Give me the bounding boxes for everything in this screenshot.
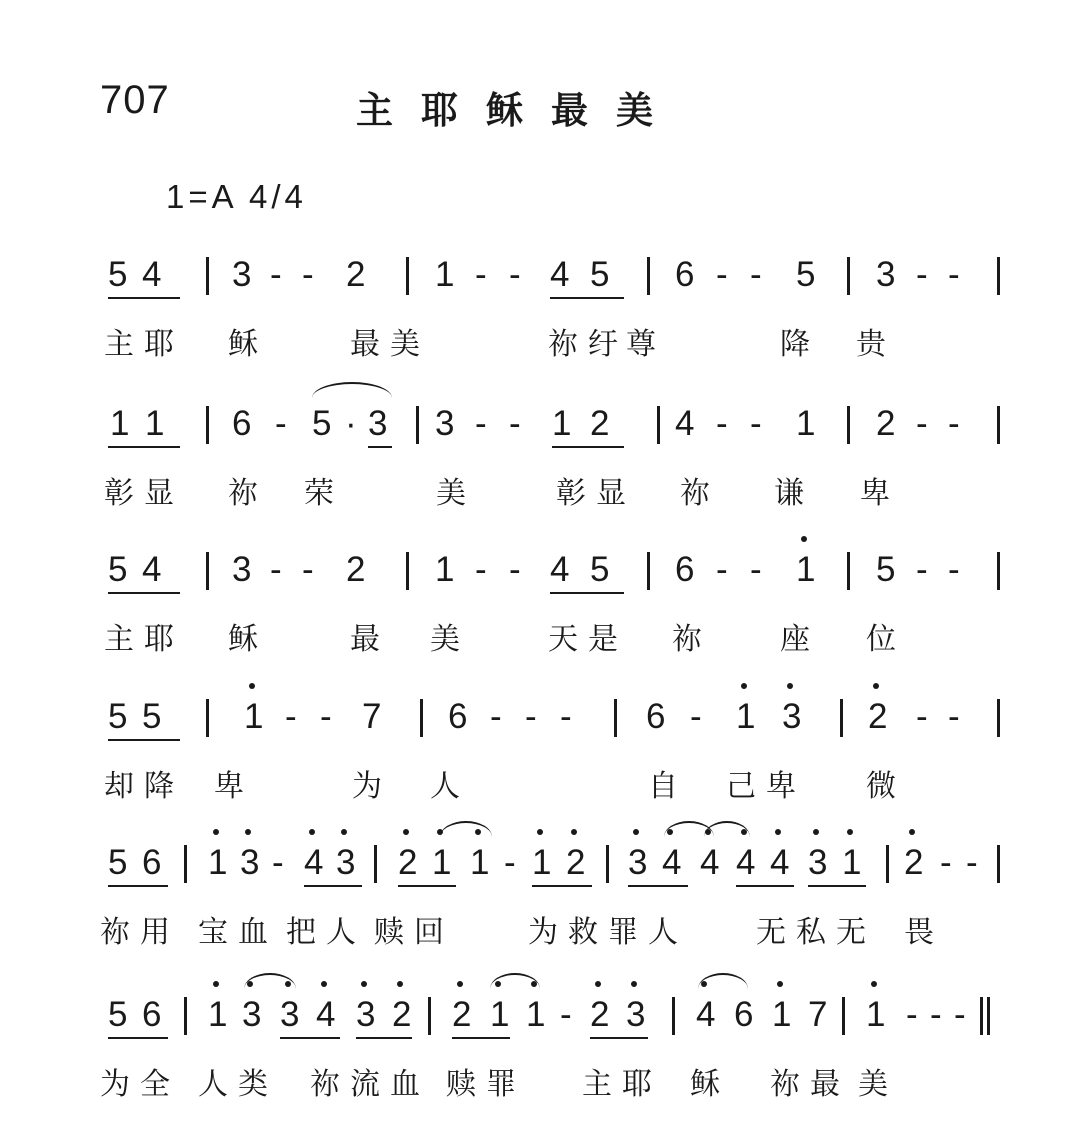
underline-eighth <box>108 885 168 887</box>
note: 3 <box>628 843 648 882</box>
note: 1 <box>532 843 552 882</box>
underline-eighth <box>628 885 688 887</box>
note: 5 <box>312 404 332 443</box>
dash-hold: - <box>916 697 928 736</box>
note: 1 <box>145 404 165 443</box>
barline <box>672 997 675 1035</box>
note: 4 <box>304 843 324 882</box>
underline-eighth <box>452 1037 510 1039</box>
lyric-word: 祢纡 <box>548 327 628 362</box>
note: 3 <box>240 843 260 882</box>
note: 5 <box>142 697 162 736</box>
note: 1 <box>435 255 455 294</box>
dash-hold: - <box>509 404 521 443</box>
octave-dot <box>871 981 877 987</box>
lyric-word: 宝血 <box>198 915 278 950</box>
dash-hold: - <box>475 404 487 443</box>
barline <box>428 997 431 1035</box>
note: 3 <box>435 404 455 443</box>
underline-eighth <box>590 1037 648 1039</box>
underline-eighth <box>532 885 592 887</box>
dash-hold: - <box>560 995 572 1034</box>
note: 2 <box>346 255 366 294</box>
underline-eighth <box>368 446 392 448</box>
barline <box>184 845 187 883</box>
barline <box>997 406 1000 444</box>
dash-hold: - <box>716 404 728 443</box>
underline-eighth <box>552 446 624 448</box>
barline <box>206 699 209 737</box>
note: 6 <box>734 995 754 1034</box>
lyric-word: 谦 <box>774 476 814 511</box>
dash-hold: - <box>916 255 928 294</box>
octave-dot <box>595 981 601 987</box>
barline <box>406 552 409 590</box>
note: 2 <box>392 995 412 1034</box>
note: 2 <box>868 697 888 736</box>
dash-hold: - <box>285 697 297 736</box>
lyric-word: 彰显 <box>556 476 636 511</box>
lyric-word: 罪人 <box>608 915 688 950</box>
octave-dot <box>873 683 879 689</box>
note: 1 <box>208 843 228 882</box>
note: 4 <box>316 995 336 1034</box>
barline <box>997 699 1000 737</box>
dash-hold: - <box>940 843 952 882</box>
note: 7 <box>362 697 382 736</box>
lyrics-row <box>0 913 1068 957</box>
lyric-word: 畏 <box>904 915 944 950</box>
dash-hold: - <box>475 255 487 294</box>
note: 2 <box>590 995 610 1034</box>
note: 4 <box>550 550 570 589</box>
hymn-title: 主耶稣最美 <box>356 89 681 132</box>
lyric-word: 己卑 <box>726 769 806 804</box>
note: 1 <box>432 843 452 882</box>
barline <box>420 699 423 737</box>
octave-dot <box>537 829 543 835</box>
score-line-2 <box>0 404 1068 544</box>
barline <box>206 552 209 590</box>
lyric-word: 天是 <box>548 622 628 657</box>
underline-eighth <box>108 592 180 594</box>
note: 1 <box>552 404 572 443</box>
note: 4 <box>696 995 716 1034</box>
lyric-word: 美 <box>436 476 476 511</box>
octave-dot <box>631 981 637 987</box>
octave-dot <box>249 683 255 689</box>
barline <box>606 845 609 883</box>
dash-hold: - <box>490 697 502 736</box>
final-barline <box>980 997 990 1035</box>
note: 1 <box>772 995 792 1034</box>
lyric-word: 却降 <box>104 769 184 804</box>
octave-dot <box>801 536 807 542</box>
lyric-word: 祢流血 <box>310 1067 430 1102</box>
lyric-word: 赎罪 <box>446 1067 526 1102</box>
barline <box>206 406 209 444</box>
octave-dot <box>741 683 747 689</box>
note: 3 <box>356 995 376 1034</box>
octave-dot <box>213 829 219 835</box>
dash-hold: - <box>504 843 516 882</box>
note: 4 <box>662 843 682 882</box>
underline-eighth <box>550 592 624 594</box>
note: 7 <box>808 995 828 1034</box>
dash-hold: - <box>272 843 284 882</box>
lyric-word: 座 <box>780 622 820 657</box>
lyric-word: 稣 <box>228 327 268 362</box>
dash-hold: - <box>270 550 282 589</box>
dash-hold: - <box>275 404 287 443</box>
barline <box>847 257 850 295</box>
dash-hold: - <box>560 697 572 736</box>
lyric-word: 最 <box>350 622 390 657</box>
lyric-word: 稣 <box>228 622 268 657</box>
dash-hold: - <box>716 550 728 589</box>
lyric-word: 无私无 <box>756 915 876 950</box>
lyric-word: 主耶 <box>582 1067 662 1102</box>
dash-hold: - <box>966 843 978 882</box>
note: 2 <box>876 404 896 443</box>
octave-dot <box>777 981 783 987</box>
barline <box>657 406 660 444</box>
dash-hold: - <box>948 697 960 736</box>
note: 1 <box>470 843 490 882</box>
lyric-word: 赎回 <box>374 915 454 950</box>
lyric-word: 为全 <box>100 1067 180 1102</box>
note: 4 <box>700 843 720 882</box>
lyrics-row <box>0 767 1068 811</box>
underline-eighth <box>108 446 180 448</box>
octave-dot <box>633 829 639 835</box>
note: 3 <box>368 404 388 443</box>
lyric-word: 主耶 <box>104 327 184 362</box>
note: 3 <box>232 255 252 294</box>
barline <box>206 257 209 295</box>
underline-eighth <box>808 885 866 887</box>
underline-eighth <box>108 1037 168 1039</box>
note: 6 <box>232 404 252 443</box>
note: 1 <box>796 404 816 443</box>
dash-hold: - <box>320 697 332 736</box>
lyric-word: 自 <box>648 769 688 804</box>
note: 1 <box>435 550 455 589</box>
dash-hold: - <box>906 995 918 1034</box>
octave-dot <box>775 829 781 835</box>
note: 1 <box>490 995 510 1034</box>
underline-eighth <box>304 885 362 887</box>
score-line-4 <box>0 697 1068 837</box>
key-time-signature: 1=A 4/4 <box>166 178 307 215</box>
note: 4 <box>142 255 162 294</box>
dash-hold: - <box>475 550 487 589</box>
barline <box>614 699 617 737</box>
note: 5 <box>108 995 128 1034</box>
lyrics-row <box>0 620 1068 664</box>
barline <box>886 845 889 883</box>
note: 1 <box>110 404 130 443</box>
note: 6 <box>675 550 695 589</box>
note: 6 <box>142 843 162 882</box>
hymn-header <box>0 0 1068 140</box>
octave-dot <box>321 981 327 987</box>
dash-hold: - <box>525 697 537 736</box>
underline-eighth <box>108 297 180 299</box>
note: 1 <box>244 697 264 736</box>
lyrics-row <box>0 1065 1068 1109</box>
dash-hold: - <box>750 550 762 589</box>
underline-eighth <box>550 297 624 299</box>
dash-hold: - <box>948 550 960 589</box>
note: 4 <box>142 550 162 589</box>
lyric-word: 为 <box>352 769 392 804</box>
octave-dot <box>787 683 793 689</box>
lyric-word: 贵 <box>856 327 896 362</box>
barline <box>840 699 843 737</box>
lyric-word: 祢最 <box>770 1067 850 1102</box>
underline-eighth <box>108 739 180 741</box>
lyric-word: 稣 <box>690 1067 730 1102</box>
note: 5 <box>796 255 816 294</box>
barline <box>847 552 850 590</box>
octave-dot <box>213 981 219 987</box>
dash-hold: - <box>750 404 762 443</box>
note: 4 <box>675 404 695 443</box>
note: 3 <box>808 843 828 882</box>
note: 4 <box>736 843 756 882</box>
underline-eighth <box>736 885 794 887</box>
note: 3 <box>280 995 300 1034</box>
underline-eighth <box>356 1037 412 1039</box>
lyric-word: 为救 <box>528 915 608 950</box>
barline <box>997 257 1000 295</box>
score-line-1 <box>0 255 1068 395</box>
note: 2 <box>398 843 418 882</box>
lyric-word: 祢 <box>672 622 712 657</box>
octave-dot <box>403 829 409 835</box>
note: 5 <box>108 697 128 736</box>
octave-dot <box>397 981 403 987</box>
dash-hold: - <box>930 995 942 1034</box>
underline-eighth <box>398 885 456 887</box>
lyric-word: 人 <box>430 769 470 804</box>
dash-hold: - <box>270 255 282 294</box>
note: 4 <box>770 843 790 882</box>
octave-dot <box>847 829 853 835</box>
barline <box>847 406 850 444</box>
note: 1 <box>208 995 228 1034</box>
score-line-6 <box>0 995 1068 1135</box>
lyric-word: 祢用 <box>100 915 180 950</box>
dash-hold: - <box>716 255 728 294</box>
dash-hold: - <box>509 255 521 294</box>
octave-dot <box>245 829 251 835</box>
note: 3 <box>626 995 646 1034</box>
note: 4 <box>550 255 570 294</box>
octave-dot <box>909 829 915 835</box>
lyric-word: 把人 <box>286 915 366 950</box>
note: 2 <box>452 995 472 1034</box>
dash-hold: - <box>750 255 762 294</box>
barline <box>374 845 377 883</box>
lyric-word: 微 <box>866 769 906 804</box>
lyric-word: 卑 <box>214 769 254 804</box>
dash-hold: - <box>948 404 960 443</box>
dash-hold: - <box>302 255 314 294</box>
score-line-3 <box>0 550 1068 690</box>
hymn-number: 707 <box>100 78 170 122</box>
note: 3 <box>242 995 262 1034</box>
barline <box>842 997 845 1035</box>
lyric-word: 彰显 <box>104 476 184 511</box>
barline <box>997 845 1000 883</box>
dash-hold: - <box>509 550 521 589</box>
octave-dot <box>813 829 819 835</box>
note: 2 <box>566 843 586 882</box>
note: 5 <box>876 550 896 589</box>
lyric-word: 位 <box>866 622 906 657</box>
note: 2 <box>590 404 610 443</box>
dash-hold: - <box>916 404 928 443</box>
note: 1 <box>842 843 862 882</box>
lyric-word: 降 <box>780 327 820 362</box>
note: 1 <box>866 995 886 1034</box>
barline <box>647 257 650 295</box>
underline-eighth <box>280 1037 340 1039</box>
dot-rhythm: · <box>345 404 357 443</box>
barline <box>406 257 409 295</box>
octave-dot <box>457 981 463 987</box>
note: 5 <box>108 550 128 589</box>
note: 5 <box>590 255 610 294</box>
note: 3 <box>336 843 356 882</box>
note: 1 <box>526 995 546 1034</box>
dash-hold: - <box>948 255 960 294</box>
note: 5 <box>108 255 128 294</box>
lyric-word: 最美 <box>350 327 430 362</box>
note: 5 <box>590 550 610 589</box>
lyric-word: 祢 <box>680 476 720 511</box>
score-line-5 <box>0 843 1068 983</box>
note: 6 <box>675 255 695 294</box>
barline <box>184 997 187 1035</box>
barline <box>997 552 1000 590</box>
barline <box>647 552 650 590</box>
note: 6 <box>142 995 162 1034</box>
note: 5 <box>108 843 128 882</box>
lyrics-row <box>0 325 1068 369</box>
note: 6 <box>646 697 666 736</box>
octave-dot <box>571 829 577 835</box>
note: 6 <box>448 697 468 736</box>
lyric-word: 荣 <box>304 476 344 511</box>
note: 2 <box>904 843 924 882</box>
octave-dot <box>341 829 347 835</box>
note: 3 <box>876 255 896 294</box>
lyric-word: 尊 <box>626 327 666 362</box>
lyrics-row <box>0 474 1068 518</box>
lyric-word: 主耶 <box>104 622 184 657</box>
octave-dot <box>361 981 367 987</box>
dash-hold: - <box>954 995 966 1034</box>
note: 1 <box>796 550 816 589</box>
lyric-word: 卑 <box>860 476 900 511</box>
note: 3 <box>232 550 252 589</box>
note: 2 <box>346 550 366 589</box>
lyric-word: 人类 <box>198 1067 278 1102</box>
octave-dot <box>309 829 315 835</box>
lyric-word: 祢 <box>228 476 268 511</box>
note: 1 <box>736 697 756 736</box>
lyric-word: 美 <box>858 1067 898 1102</box>
dash-hold: - <box>690 697 702 736</box>
note: 3 <box>782 697 802 736</box>
dash-hold: - <box>916 550 928 589</box>
dash-hold: - <box>302 550 314 589</box>
lyric-word: 美 <box>430 622 470 657</box>
barline <box>416 406 419 444</box>
